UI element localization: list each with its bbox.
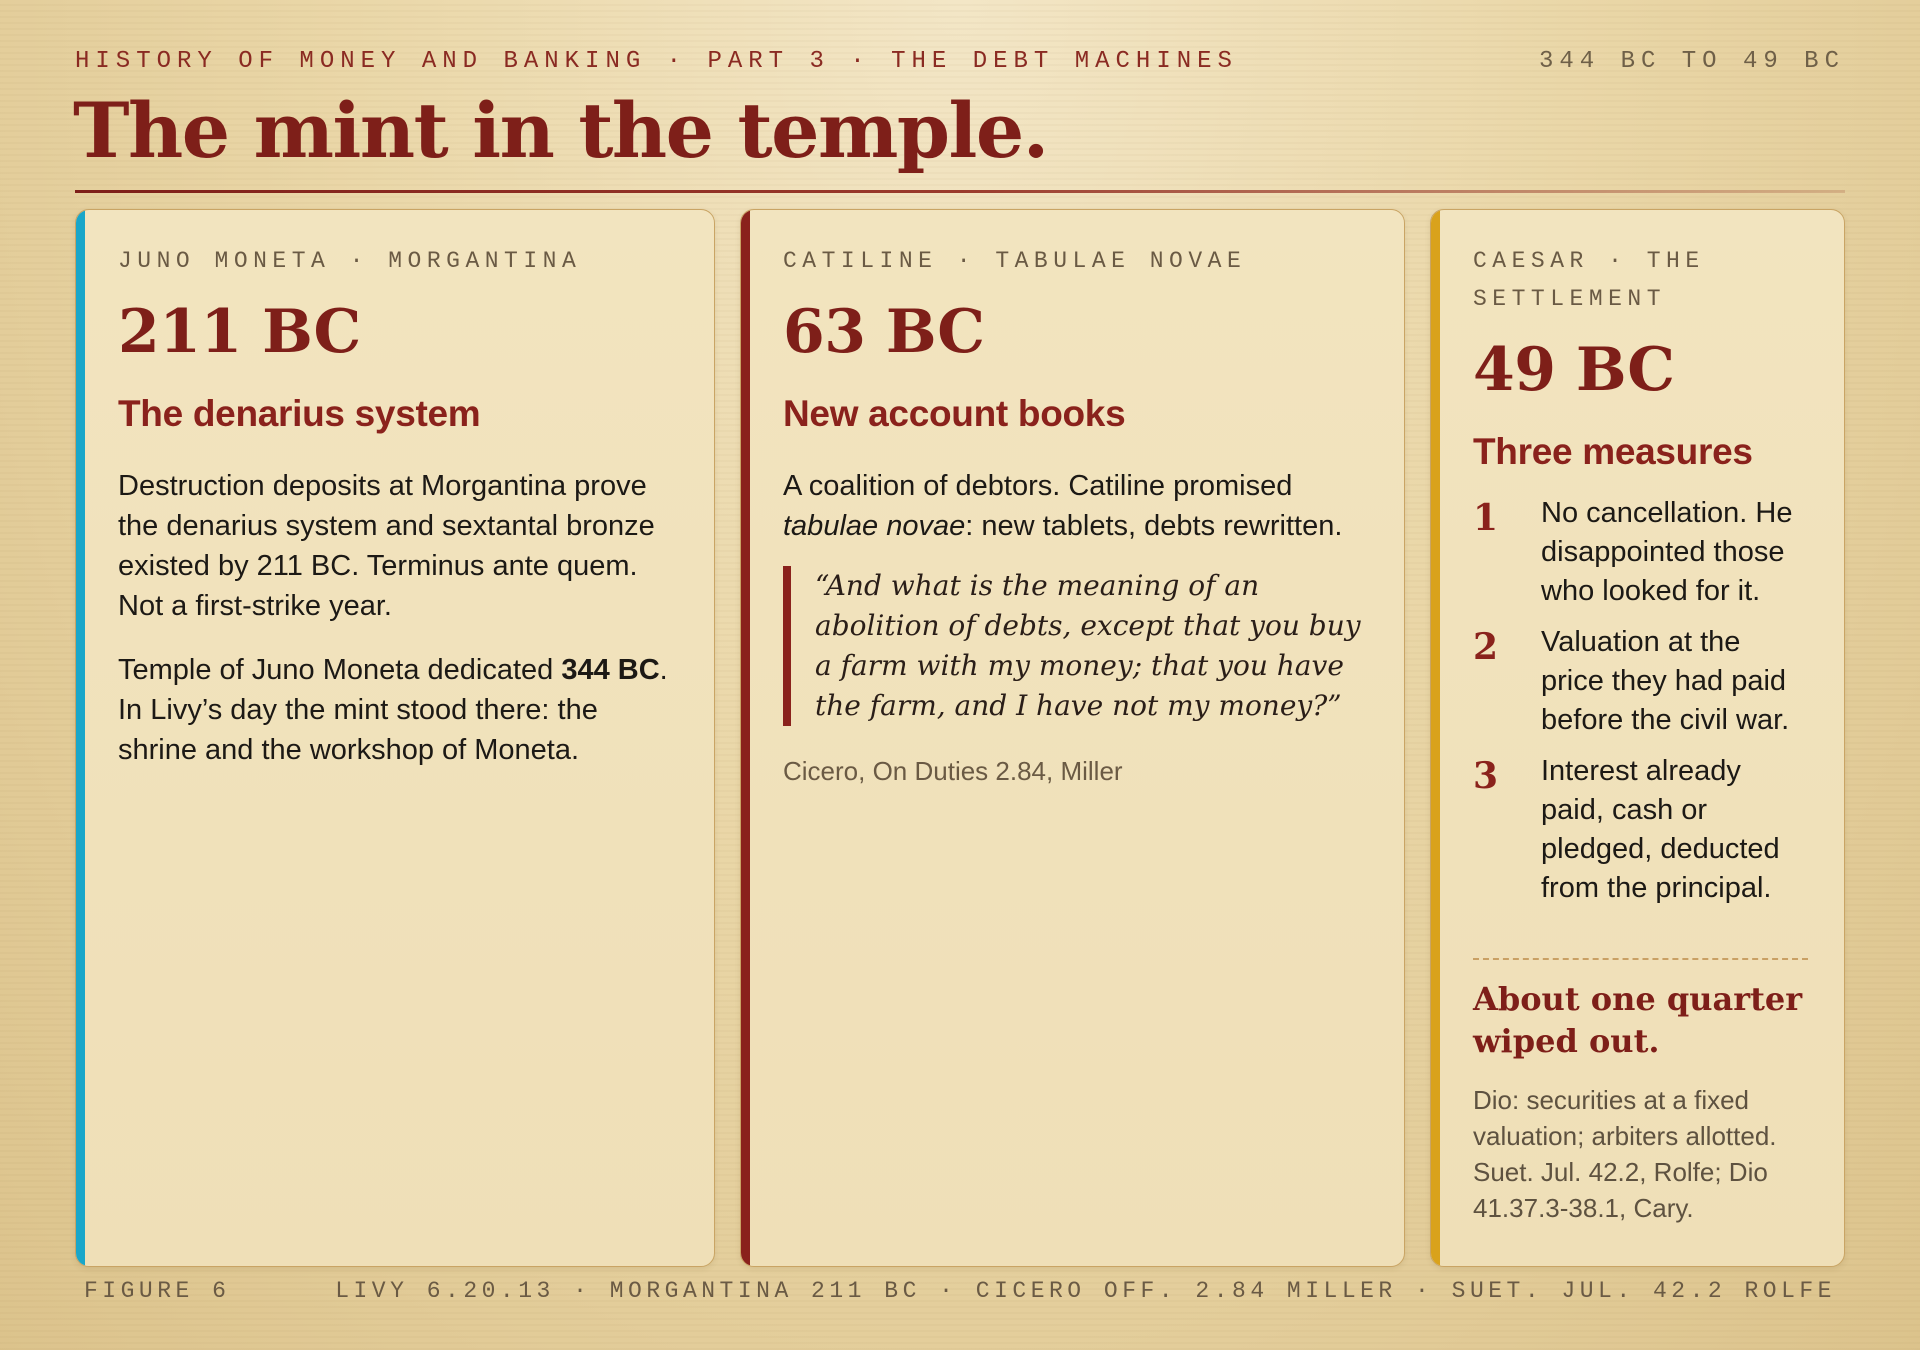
card-kicker: CATILINE · TABULAE NOVAE xyxy=(783,248,1247,274)
text-run: A coalition of debtors. Catiline promised xyxy=(783,470,1293,502)
verdict-heading: About one quarter wiped out. xyxy=(1473,980,1803,1060)
figure-label: FIGURE 6 xyxy=(84,1278,231,1304)
page-title: The mint in the temple. xyxy=(73,86,1048,175)
header-bar xyxy=(75,48,1845,75)
measure-text: No cancellation. He disappointed those who looked for it. xyxy=(1541,497,1793,607)
source-note: Dio: securities at a fixed valuation; arbiters allotted. Suet. Jul. 42.2, Rolfe; Dio 41.37.3-38.1, Cary. xyxy=(1473,1085,1777,1223)
card-paragraph xyxy=(118,650,678,770)
series-label: HISTORY OF MONEY AND BANKING · PART 3 · THE DEBT MACHINES xyxy=(75,48,1238,75)
card-subhead: The denarius system xyxy=(118,393,481,434)
card-kicker: CAESAR · THE SETTLEMENT xyxy=(1473,248,1705,312)
measure-number: 3 xyxy=(1473,755,1499,797)
footer-bar xyxy=(84,1278,1836,1304)
measures-list xyxy=(1473,494,1808,908)
quote-citation: Cicero, On Duties 2.84, Miller xyxy=(783,756,1123,786)
list-item xyxy=(1473,494,1808,611)
date-range: 344 BC TO 49 BC xyxy=(1538,48,1845,75)
list-item xyxy=(1473,623,1808,740)
card-catiline xyxy=(740,209,1405,1267)
card-subhead: Three measures xyxy=(1473,431,1753,472)
measure-number: 2 xyxy=(1473,626,1499,668)
dashed-divider xyxy=(1473,958,1808,960)
measure-text: Interest already paid, cash or pledged, deducted from the principal. xyxy=(1541,755,1780,904)
card-year: 211 BC xyxy=(118,297,361,367)
card-kicker: JUNO MONETA · MORGANTINA xyxy=(118,248,582,274)
text-run: Temple of Juno Moneta dedicated xyxy=(118,654,562,686)
text-run: : new tablets, debts rewritten. xyxy=(965,510,1343,542)
bold-date: 344 BC xyxy=(561,654,660,686)
blockquote: “And what is the meaning of an abolition of debts, except that you buy a farm with my money; that you have the farm, and I have not my money?” xyxy=(783,566,1368,726)
title-rule xyxy=(75,190,1845,193)
card-accent-bar xyxy=(76,210,85,1266)
text-run: . In Livy’s day the mint stood there: the shrine and the workshop of Moneta. xyxy=(118,654,668,766)
card-year: 63 BC xyxy=(783,297,985,367)
footer-sources: LIVY 6.20.13 · MORGANTINA 211 BC · CICERO OFF. 2.84 MILLER · SUET. JUL. 42.2 ROLFE xyxy=(335,1278,1836,1304)
card-paragraph: Destruction deposits at Morgantina prove the denarius system and sextantal bronze existed by 211 BC. Terminus ante quem. Not a first-strike year. xyxy=(118,470,655,622)
italic-term: tabulae novae xyxy=(783,510,966,542)
card-accent-bar xyxy=(1431,210,1440,1266)
list-item xyxy=(1473,752,1808,908)
measure-number: 1 xyxy=(1473,497,1499,539)
card-juno-moneta xyxy=(75,209,715,1267)
card-subhead: New account books xyxy=(783,393,1126,434)
measure-text: Valuation at the price they had paid before the civil war. xyxy=(1541,626,1790,736)
card-year: 49 BC xyxy=(1473,335,1675,405)
card-paragraph xyxy=(783,466,1368,546)
card-accent-bar xyxy=(741,210,750,1266)
card-caesar xyxy=(1430,209,1845,1267)
